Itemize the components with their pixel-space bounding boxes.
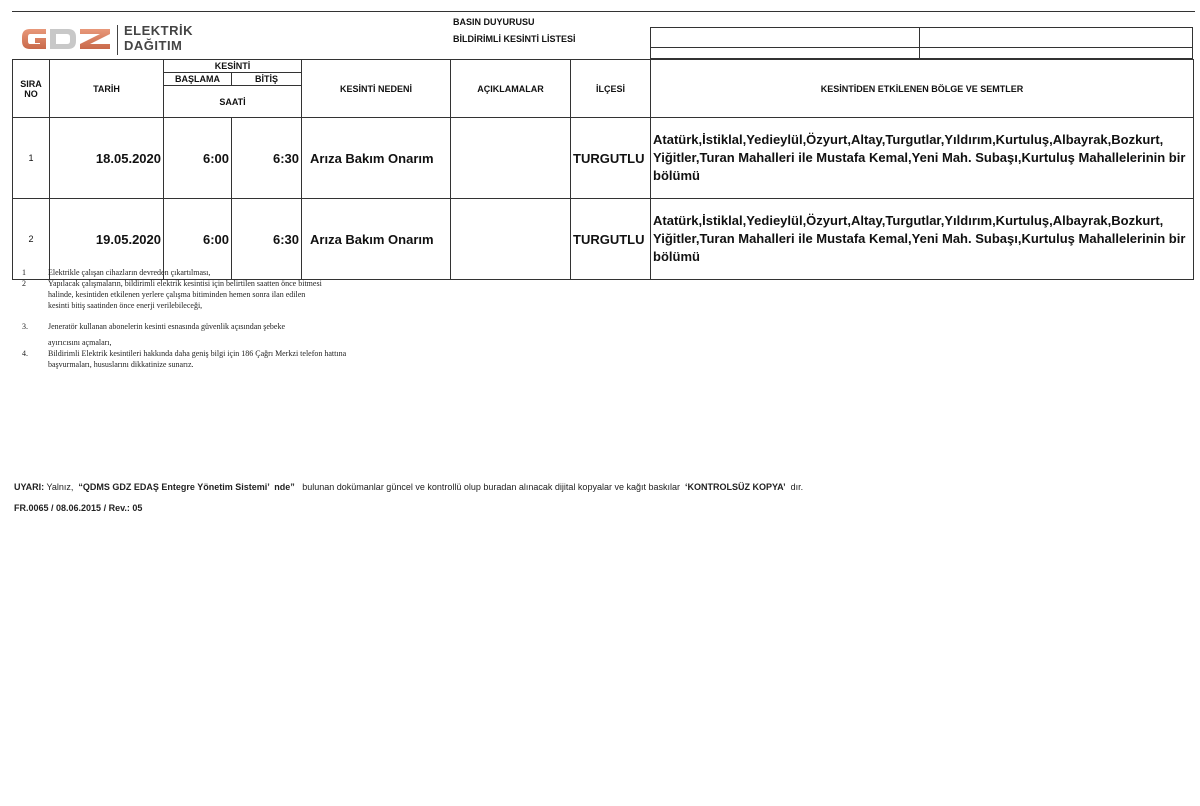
notes-list bbox=[22, 267, 442, 370]
row-district: TURGUTLU bbox=[571, 118, 651, 199]
header-sira-no: SIRA NO bbox=[13, 60, 50, 118]
row-date: 18.05.2020 bbox=[50, 118, 164, 199]
warning-text-2: bulunan dokümanlar güncel ve kontrollü olup buradan alınacak dijital kopyalar ve kağıt baskılar bbox=[294, 482, 685, 492]
note-line: başvurmaları, hususlarını dikkatinize sunarız. bbox=[48, 360, 194, 369]
row-number: 2 bbox=[13, 199, 50, 280]
logo-line-dagitim: DAĞITIM bbox=[124, 38, 183, 53]
note-item bbox=[22, 348, 442, 370]
header-tarih: TARİH bbox=[50, 60, 164, 118]
note-line: Bildirimli Elektrik kesintileri hakkında daha geniş bilgi için 186 Çağrı Merkzi telefon hattına bbox=[48, 349, 347, 358]
note-line: halinde, kesintiden etkilenen yerlere çalışma bitiminden hemen sonra ilan edilen bbox=[48, 290, 306, 299]
logo-wordmark bbox=[124, 23, 193, 53]
row-end-time: 6:30 bbox=[232, 118, 302, 199]
header-kesinti: KESİNTİ bbox=[164, 60, 302, 73]
warning-text-3: dır. bbox=[785, 482, 804, 492]
note-number: 1 bbox=[22, 268, 26, 277]
logo-line-elektrik: ELEKTRİK bbox=[124, 23, 193, 38]
row-reason: Arıza Bakım Onarım bbox=[302, 118, 451, 199]
row-date: 19.05.2020 bbox=[50, 199, 164, 280]
warning-qdms: “QDMS GDZ EDAŞ Entegre Yönetim Sistemi’ nde” bbox=[78, 482, 295, 492]
note-line: ayırıcısını açmaları, bbox=[48, 338, 112, 347]
note-line: Elektrikle çalışan cihazların devreden çıkartılması, bbox=[48, 268, 211, 277]
company-logo bbox=[18, 22, 193, 58]
warning-kontrolsuz: ‘KONTROLSÜZ KOPYA’ bbox=[684, 482, 786, 492]
row-end-time: 6:30 bbox=[232, 199, 302, 280]
warning-text-1: Yalnız, bbox=[44, 482, 79, 492]
header-ilcesi: İLÇESİ bbox=[571, 60, 651, 118]
header-bitis: BİTİŞ bbox=[232, 73, 302, 86]
header-kesinti-nedeni: KESİNTİ NEDENİ bbox=[302, 60, 451, 118]
form-code: FR.0065 / 08.06.2015 / Rev.: 05 bbox=[14, 503, 143, 513]
table-row bbox=[13, 118, 1194, 199]
row-affected-areas: Atatürk,İstiklal,Yedieylül,Özyurt,Altay,Turgutlar,Yıldırım,Kurtuluş,Albayrak,Bozkurt, Yiğitler,Turan Mahalleri ile Mustafa Kemal,Yeni Mah. Subaşı,Kurtuluş Mahallelerinin bir bölümü bbox=[651, 118, 1194, 199]
note-item bbox=[22, 267, 442, 278]
warning-notice bbox=[14, 482, 803, 492]
outage-table bbox=[12, 59, 1194, 280]
row-district: TURGUTLU bbox=[571, 199, 651, 280]
header-aciklamalar: AÇIKLAMALAR bbox=[451, 60, 571, 118]
note-item bbox=[22, 321, 442, 348]
header-bolge: KESİNTİDEN ETKİLENEN BÖLGE VE SEMTLER bbox=[651, 60, 1194, 118]
note-line: kesinti bitiş saatinden önce enerji verilebileceği, bbox=[48, 301, 203, 310]
note-number: 4. bbox=[22, 349, 28, 358]
row-start-time: 6:00 bbox=[164, 118, 232, 199]
note-item bbox=[22, 278, 442, 311]
header-info-box bbox=[650, 27, 1193, 59]
row-number: 1 bbox=[13, 118, 50, 199]
outage-list-title: BİLDİRİMLİ KESİNTİ LİSTESİ bbox=[453, 34, 576, 44]
row-description bbox=[451, 199, 571, 280]
row-reason: Arıza Bakım Onarım bbox=[302, 199, 451, 280]
row-start-time: 6:00 bbox=[164, 199, 232, 280]
note-number: 3. bbox=[22, 322, 28, 331]
press-release-title: BASIN DUYURUSU bbox=[453, 17, 535, 27]
top-rule bbox=[12, 11, 1195, 12]
row-affected-areas: Atatürk,İstiklal,Yedieylül,Özyurt,Altay,Turgutlar,Yıldırım,Kurtuluş,Albayrak,Bozkurt, Yiğitler,Turan Mahalleri ile Mustafa Kemal,Yeni Mah. Subaşı,Kurtuluş Mahallelerinin bir bölümü bbox=[651, 199, 1194, 280]
row-description bbox=[451, 118, 571, 199]
warning-label: UYARI: bbox=[14, 482, 45, 492]
note-line: Yapılacak çalışmaların, bildirimli elektrik kesintisi için belirtilen saatten önce bitmesi bbox=[48, 279, 322, 288]
header-saati: SAATİ bbox=[164, 86, 302, 118]
gdz-logo-icon bbox=[18, 22, 114, 56]
note-line: Jeneratör kullanan abonelerin kesinti esnasında güvenlik açısından şebeke bbox=[48, 322, 286, 331]
note-number: 2 bbox=[22, 279, 26, 288]
logo-divider bbox=[117, 25, 118, 55]
header-baslama: BAŞLAMA bbox=[164, 73, 232, 86]
